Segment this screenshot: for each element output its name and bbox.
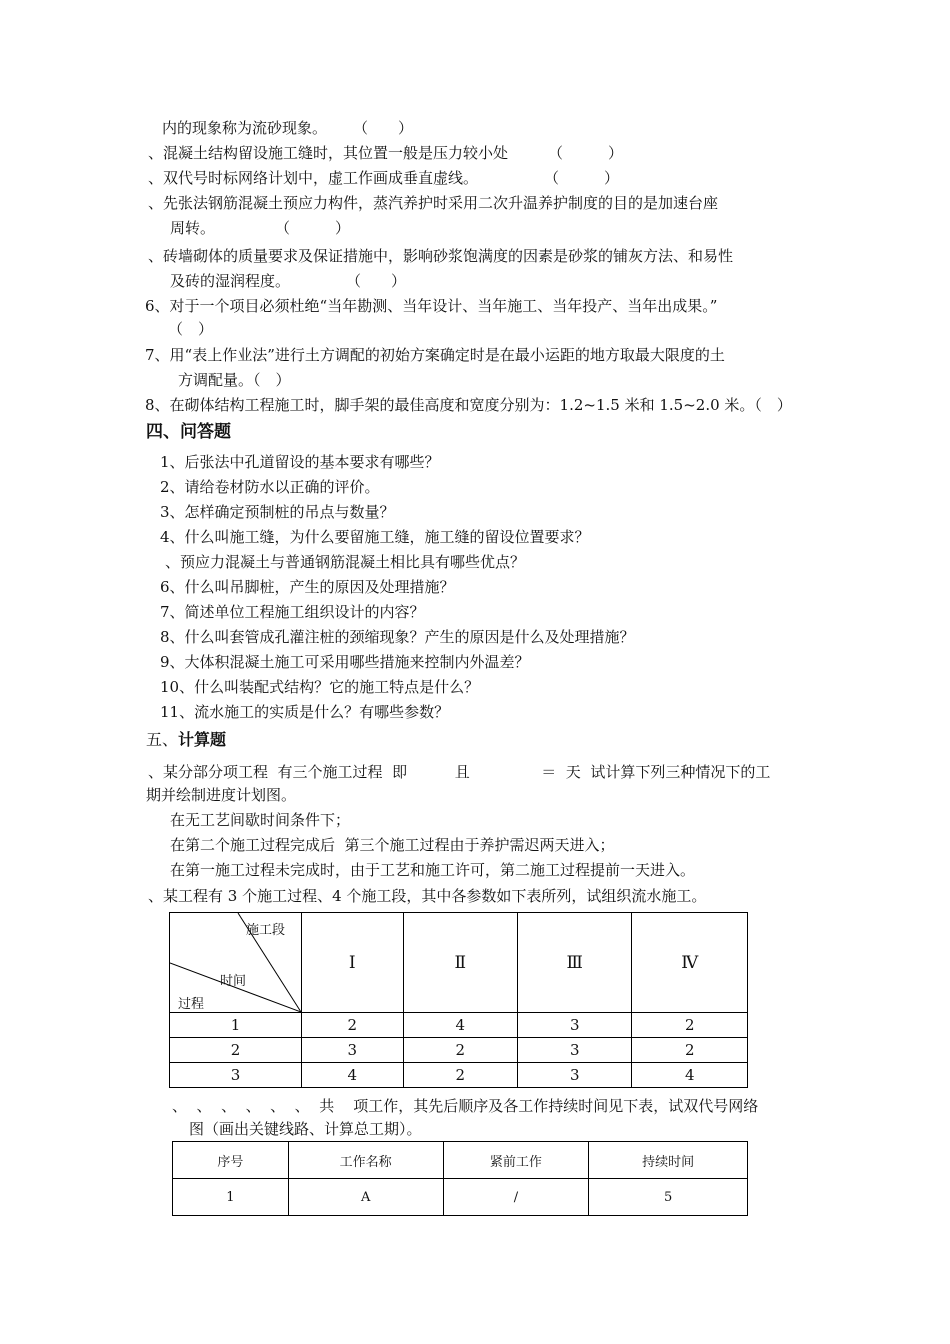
tf-question-3-paren: （ ）: [544, 169, 620, 187]
table-cell: 2: [170, 1038, 302, 1063]
table-cell: 4: [302, 1063, 404, 1088]
table-cell: 5: [589, 1179, 748, 1216]
segment-header-2: Ⅱ: [403, 913, 517, 1013]
tf-question-8-text: 8、在砌体结构工程施工时，脚手架的最佳高度和宽度分别为：1.2~1.5 米和 1.5~2.0 米。（ ）: [145, 396, 792, 414]
tf-question-5-paren: （ ）: [346, 272, 407, 290]
section-5-heading-title: 计算题: [178, 730, 227, 749]
table-cell: 1: [173, 1179, 289, 1216]
calc-problem-2: 、某工程有 3 个施工过程、4 个施工段，其中各参数如下表所列，试组织流水施工。: [148, 887, 707, 905]
tf-question-5-text: 、砖墙砌体的质量要求及保证措施中，影响砂浆饱满度的因素是砂浆的铺灰方法、和易性: [148, 247, 734, 265]
header-predecessor: 紧前工作: [443, 1142, 589, 1179]
calc-case-1: 在无工艺间歇时间条件下；: [170, 811, 351, 829]
table-cell: 2: [632, 1038, 748, 1063]
tf-question-4-text: 、先张法钢筋混凝土预应力构件，蒸汽养护时采用二次升温养护制度的目的是加速台座: [148, 194, 719, 212]
tf-question-6-cont: [168, 319, 213, 339]
tf-question-5-cont-text: 及砖的湿润程度。: [170, 272, 291, 290]
header-seq: 序号: [173, 1142, 289, 1179]
tf-question-4: [148, 193, 718, 213]
tf-question-2-text: 、混凝土结构留设施工缝时，其位置一般是压力较小处: [148, 144, 509, 162]
segment-header-4: Ⅳ: [632, 913, 748, 1013]
qa-item-3: 3、怎样确定预制桩的吊点与数量？: [160, 503, 395, 521]
work-items-table: [172, 1141, 748, 1216]
section-4-heading: 四、问答题: [146, 422, 231, 442]
table-header-row: [173, 1142, 748, 1179]
calc-problem-3-line1: 、 、 、 、 、 、 共 项工作，其先后顺序及各工作持续时间见下表，试双代号网络: [172, 1097, 759, 1115]
table-row: [170, 1063, 748, 1088]
header-work-name: 工作名称: [288, 1142, 443, 1179]
corner-label-segment: 施工段: [246, 923, 286, 938]
tf-question-7-text: 7、用“表上作业法”进行土方调配的初始方案确定时是在最小运距的地方取最大限度的土: [145, 346, 725, 364]
table-cell: /: [443, 1179, 589, 1216]
tf-question-8: [145, 395, 792, 415]
tf-question-7-cont-text: 方调配量。（ ）: [178, 371, 291, 389]
tf-question-6-text: 6、对于一个项目必须杜绝“当年勘测、当年设计、当年施工、当年投产、当年出成果。”: [145, 297, 718, 315]
header-duration: 持续时间: [589, 1142, 748, 1179]
tf-question-5-cont: [170, 271, 406, 291]
qa-item-9: 9、大体积混凝土施工可采用哪些措施来控制内外温差？: [160, 653, 530, 671]
segment-header-1: Ⅰ: [302, 913, 404, 1013]
diagonal-corner-cell: [170, 913, 302, 1013]
tf-question-3: [148, 168, 619, 188]
segment-header-3: Ⅲ: [517, 913, 631, 1013]
table-cell: 3: [170, 1063, 302, 1088]
tf-question-3-text: 、双代号时标网络计划中，虚工作画成垂直虚线。: [148, 169, 479, 187]
tf-question-4-paren: （ ）: [275, 219, 351, 237]
qa-item-2: 2、请给卷材防水以正确的评价。: [160, 478, 380, 496]
tf-question-5: [148, 246, 733, 266]
calc-problem-1-line2: 期并绘制进度计划图。: [146, 786, 297, 804]
qa-item-1: 1、后张法中孔道留设的基本要求有哪些？: [160, 453, 440, 471]
corner-label-time: 时间: [220, 974, 247, 989]
tf-question-1-text: 内的现象称为流砂现象。: [162, 119, 328, 137]
table-cell: 3: [517, 1038, 631, 1063]
table-cell: 4: [632, 1063, 748, 1088]
table-cell: 3: [302, 1038, 404, 1063]
table-cell: A: [288, 1179, 443, 1216]
calc-case-3: 在第一施工过程未完成时，由于工艺和施工许可，第二施工过程提前一天进入。: [170, 861, 696, 879]
tf-question-2: [148, 143, 623, 163]
tf-question-4-cont: [170, 218, 350, 238]
table-row: [170, 1013, 748, 1038]
tf-question-1: [162, 118, 413, 138]
tf-question-6: [145, 296, 717, 316]
calc-case-2: 在第二个施工过程完成后 第三个施工过程由于养护需迟两天进入；: [170, 836, 615, 854]
table-row: [170, 1038, 748, 1063]
qa-item-8: 8、什么叫套管成孔灌注桩的颈缩现象？产生的原因是什么及处理措施？: [160, 628, 635, 646]
tf-question-6-cont-text: （ ）: [168, 320, 214, 338]
table-cell: 2: [403, 1038, 517, 1063]
qa-item-10: 10、什么叫装配式结构？它的施工特点是什么？: [160, 678, 480, 696]
qa-item-5: 、预应力混凝土与普通钢筋混凝土相比具有哪些优点？: [165, 553, 526, 571]
tf-question-1-paren: （ ）: [353, 119, 414, 137]
section-5-heading-prefix: 五、: [146, 730, 179, 749]
tf-question-7: [145, 345, 725, 365]
qa-item-7: 7、简述单位工程施工组织设计的内容？: [160, 603, 425, 621]
table-cell: 2: [632, 1013, 748, 1038]
tf-question-2-paren: （ ）: [548, 144, 624, 162]
table-cell: 2: [403, 1063, 517, 1088]
flow-params-table: [169, 912, 748, 1088]
qa-item-6: 6、什么叫吊脚桩，产生的原因及处理措施？: [160, 578, 455, 596]
table-header-row: [170, 913, 748, 1013]
table-cell: 2: [302, 1013, 404, 1038]
corner-label-process: 过程: [178, 997, 205, 1012]
calc-problem-1-line1: 、某分部分项工程 有三个施工过程 即 且 ＝ 天 试计算下列三种情况下的工: [148, 763, 771, 781]
table-row: [173, 1179, 748, 1216]
table-cell: 3: [517, 1063, 631, 1088]
table-cell: 1: [170, 1013, 302, 1038]
table-cell: 4: [403, 1013, 517, 1038]
tf-question-7-cont: [178, 370, 291, 390]
table-cell: 3: [517, 1013, 631, 1038]
section-5-heading: [146, 730, 226, 750]
calc-problem-3-line2: 图（画出关键线路、计算总工期）。: [189, 1120, 422, 1138]
qa-item-4: 4、什么叫施工缝，为什么要留施工缝，施工缝的留设位置要求？: [160, 528, 590, 546]
qa-item-11: 11、流水施工的实质是什么？有哪些参数？: [160, 703, 450, 721]
tf-question-4-cont-text: 周转。: [170, 219, 216, 237]
